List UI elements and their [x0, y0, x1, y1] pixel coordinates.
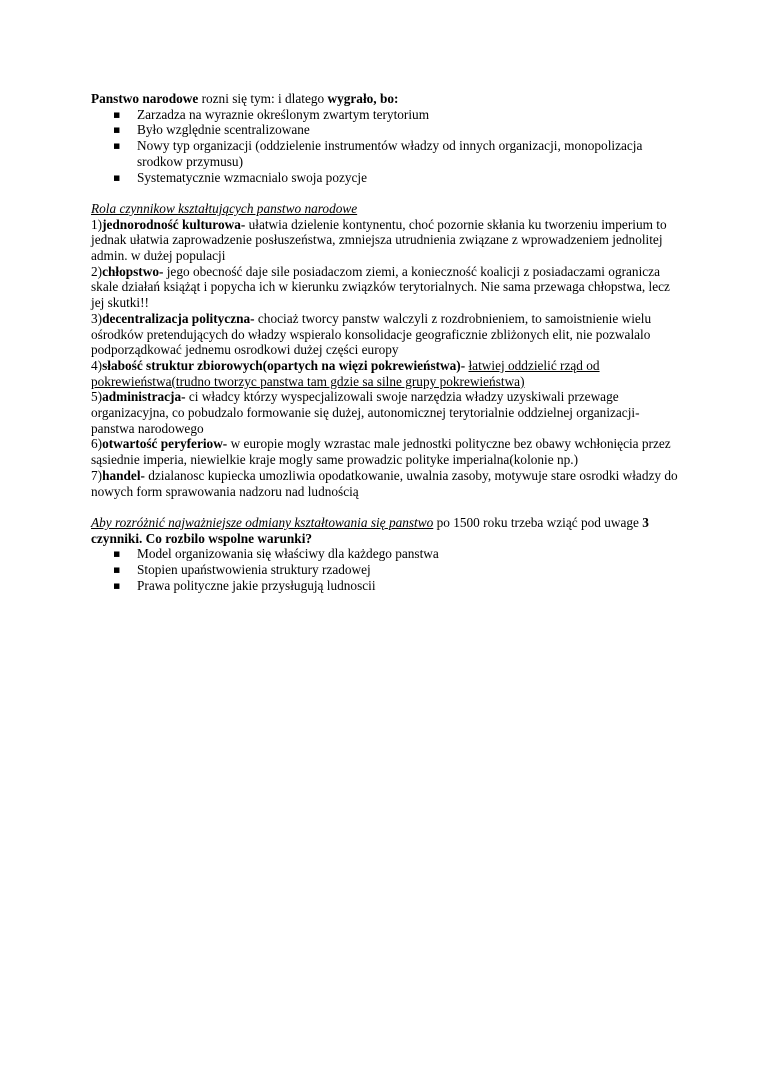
list-item: ▪ Było względnie scentralizowane: [91, 122, 681, 138]
factor-item: [91, 389, 681, 436]
factor-number: 6): [91, 436, 103, 452]
conditions-paragraph: [91, 515, 681, 546]
intro-paragraph: [91, 91, 681, 107]
factor-text: jego obecność daje sile posiadaczom ziemi, a konieczność koalicji z posiadaczami ogranicza skale działań książąt i popycha ich w kierunku związków terytorialnych. Nie sama przewaga chłopstwa, lecz jej skutki!!: [91, 263, 670, 311]
factor-term: otwartość peryferiow-: [102, 436, 228, 452]
factor-number: 4): [91, 357, 103, 373]
factor-item: [91, 264, 681, 311]
list-item: ▪ Prawa polityczne jakie przysługują ludnoscii: [91, 578, 681, 594]
factor-number: 3): [91, 310, 103, 326]
document-body: [91, 91, 681, 593]
list-item: ▪ Zarzadza na wyraznie określonym zwartym terytorium: [91, 107, 681, 123]
factor-item: [91, 468, 681, 499]
intro-bold-term: Panstwo narodowe: [91, 91, 199, 106]
list-item: ▪ Stopien upaństwowienia struktury rzadowej: [91, 562, 681, 578]
conditions-bullet-list: [91, 546, 681, 593]
factors-heading: Rola czynnikow kształtujących panstwo narodowe: [91, 200, 358, 216]
factor-item: [91, 436, 681, 467]
factor-term: jednorodność kulturowa-: [102, 216, 246, 232]
factor-term: handel-: [102, 467, 145, 483]
factor-item: [91, 217, 681, 264]
factor-item: [91, 358, 681, 389]
paragraph-gap: [91, 185, 681, 201]
intro-bullet-list: [91, 107, 681, 186]
intro-text: rozni się tym: i dlatego: [198, 91, 328, 106]
factor-text: ułatwia dzielenie kontynentu, choć pozornie skłania ku tworzeniu imperium to jednak ułatwia zaprowadzenie posłuszeństwa, zmniejsza utrudnienia związane z wprowadzeniem jednolitej admin. w dużej populacji: [91, 216, 667, 264]
factor-underlined-text: łatwiej oddzielić rząd od pokrewieństwa(trudno tworzyc panstwa tam gdzie sa silne grupy pokrewieństwa): [91, 357, 600, 389]
factor-term: słabość struktur zbiorowych(opartych na więzi pokrewieństwa)-: [102, 357, 466, 373]
factor-term: administracja-: [102, 389, 186, 405]
factor-text: chociaż tworcy panstw walczyli z rozdrobnieniem, to samoistnienie wielu ośrodków pretendujących do władzy wspieralo konsolidacje geograficznie zbliżonych elit, nie pozwalalo podporządkować jednemu osrodkowi dużej części europy: [91, 310, 652, 358]
factor-term: chłopstwo-: [102, 263, 164, 279]
list-item: ▪ Nowy typ organizacji (oddzielenie instrumentów władzy od innych organizacji, monopolizacja srodkow przymusu): [91, 138, 681, 169]
conditions-bold: 3 czynniki. Co rozbilo wspolne warunki?: [91, 514, 649, 546]
factor-number: 5): [91, 389, 103, 405]
factor-text: w europie mogly wzrastac male jednostki polityczne bez obawy wchłonięcia przez sąsiednie imperia, niewielkie kraje mogly same prowadzic polityke imperialna(kolonie np.): [91, 436, 671, 468]
conditions-text: po 1500 roku trzeba wziąć pod uwage: [433, 514, 643, 530]
factor-item: [91, 311, 681, 358]
factor-number: 2): [91, 263, 103, 279]
intro-bold-ending: wygrało, bo:: [327, 91, 399, 106]
list-item: ▪ Systematycznie wzmacnialo swoja pozycje: [91, 170, 681, 186]
factor-text: dzialanosc kupiecka umozliwia opodatkowanie, uwalnia zasoby, motywuje stare osrodki władzy do nowych form sprawowania nadzoru nad ludnością: [91, 467, 678, 499]
conditions-heading: Aby rozróżnić najważniejsze odmiany kształtowania się panstwo: [91, 514, 434, 530]
factor-text: ci władcy którzy wyspecjalizowali swoje narzędzia władzy uzyskiwali przewage organizacyjna, co pobudzalo formowanie się dużej, autonomicznej terytorialnie oddzielnej organizacji-panstwa narodowego: [91, 389, 640, 436]
factor-number: 1): [91, 216, 103, 232]
factor-number: 7): [91, 467, 103, 483]
paragraph-gap: [91, 499, 681, 515]
factor-term: decentralizacja polityczna-: [102, 310, 255, 326]
list-item: ▪ Model organizowania się właściwy dla każdego panstwa: [91, 546, 681, 562]
